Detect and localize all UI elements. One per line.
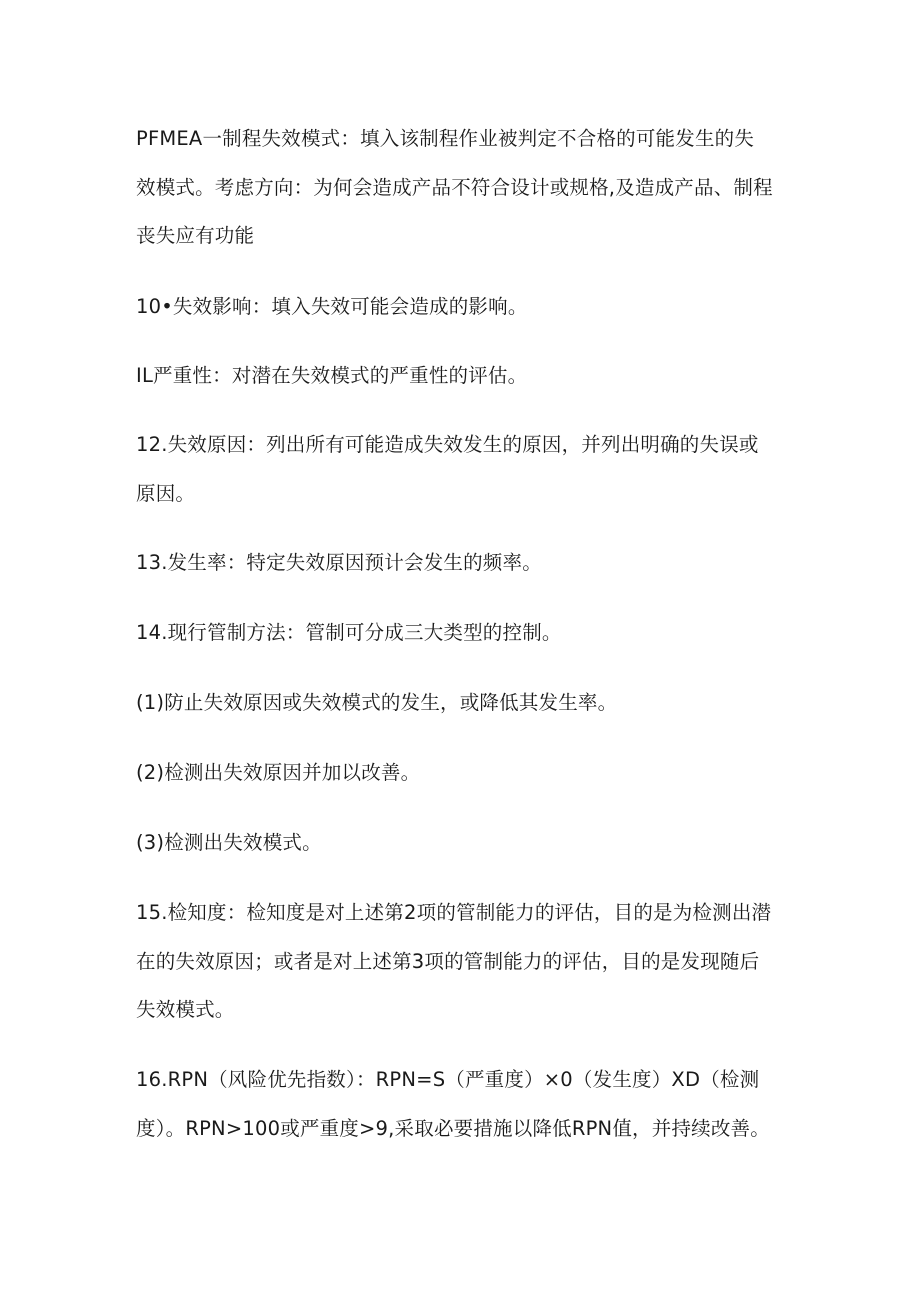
paragraph-current-controls	[136, 609, 796, 658]
text-line: 15.检知度：检知度是对上述第2项的管制能力的评估，目的是为检测出潜	[136, 901, 772, 924]
paragraph-rpn	[136, 1056, 796, 1153]
text-line: 效模式。考虑方向：为何会造成产品不符合设计或规格,及造成产品、制程	[136, 175, 773, 199]
text-line: 度）。RPN>100或严重度>9,采取必要措施以降低RPN值，并持续改善。	[136, 1116, 770, 1140]
text-line: (1)防止失效原因或失效模式的发生，或降低其发生率。	[136, 691, 618, 714]
text-line: 丧失应有功能	[136, 224, 255, 247]
paragraph-severity	[136, 352, 796, 401]
text-line: 10•失效影响：填入失效可能会造成的影响。	[136, 295, 528, 318]
text-line: (2)检测出失效原因并加以改善。	[136, 761, 421, 784]
paragraph-detection	[136, 889, 796, 1035]
paragraph-failure-cause	[136, 421, 796, 518]
paragraph-control-type-3	[136, 819, 796, 868]
text-line: 在的失效原因；或者是对上述第3项的管制能力的评估，目的是发现随后	[136, 949, 760, 973]
text-line: 14.现行管制方法：管制可分成三大类型的控制。	[136, 621, 562, 644]
text-line: 13.发生率：特定失效原因预计会发生的频率。	[136, 551, 542, 574]
text-line: 16.RPN（风险优先指数）：RPN=S（严重度）×0（发生度）XD（检测	[136, 1068, 760, 1091]
text-line: 12.失效原因：列出所有可能造成失效发生的原因，并列出明确的失误或	[136, 433, 759, 456]
text-line: PFMEA一制程失效模式：填入该制程作业被判定不合格的可能发生的失	[136, 127, 755, 150]
paragraph-control-type-1	[136, 679, 796, 728]
paragraph-pfmea-failure-mode	[136, 115, 796, 261]
text-line: 原因。	[136, 481, 196, 505]
paragraph-failure-effect	[136, 283, 796, 332]
paragraph-occurrence	[136, 539, 796, 588]
text-line: IL严重性：对潜在失效模式的严重性的评估。	[136, 364, 528, 387]
text-line: (3)检测出失效模式。	[136, 831, 322, 854]
paragraph-control-type-2	[136, 749, 796, 798]
text-line: 失效模式。	[136, 998, 235, 1021]
